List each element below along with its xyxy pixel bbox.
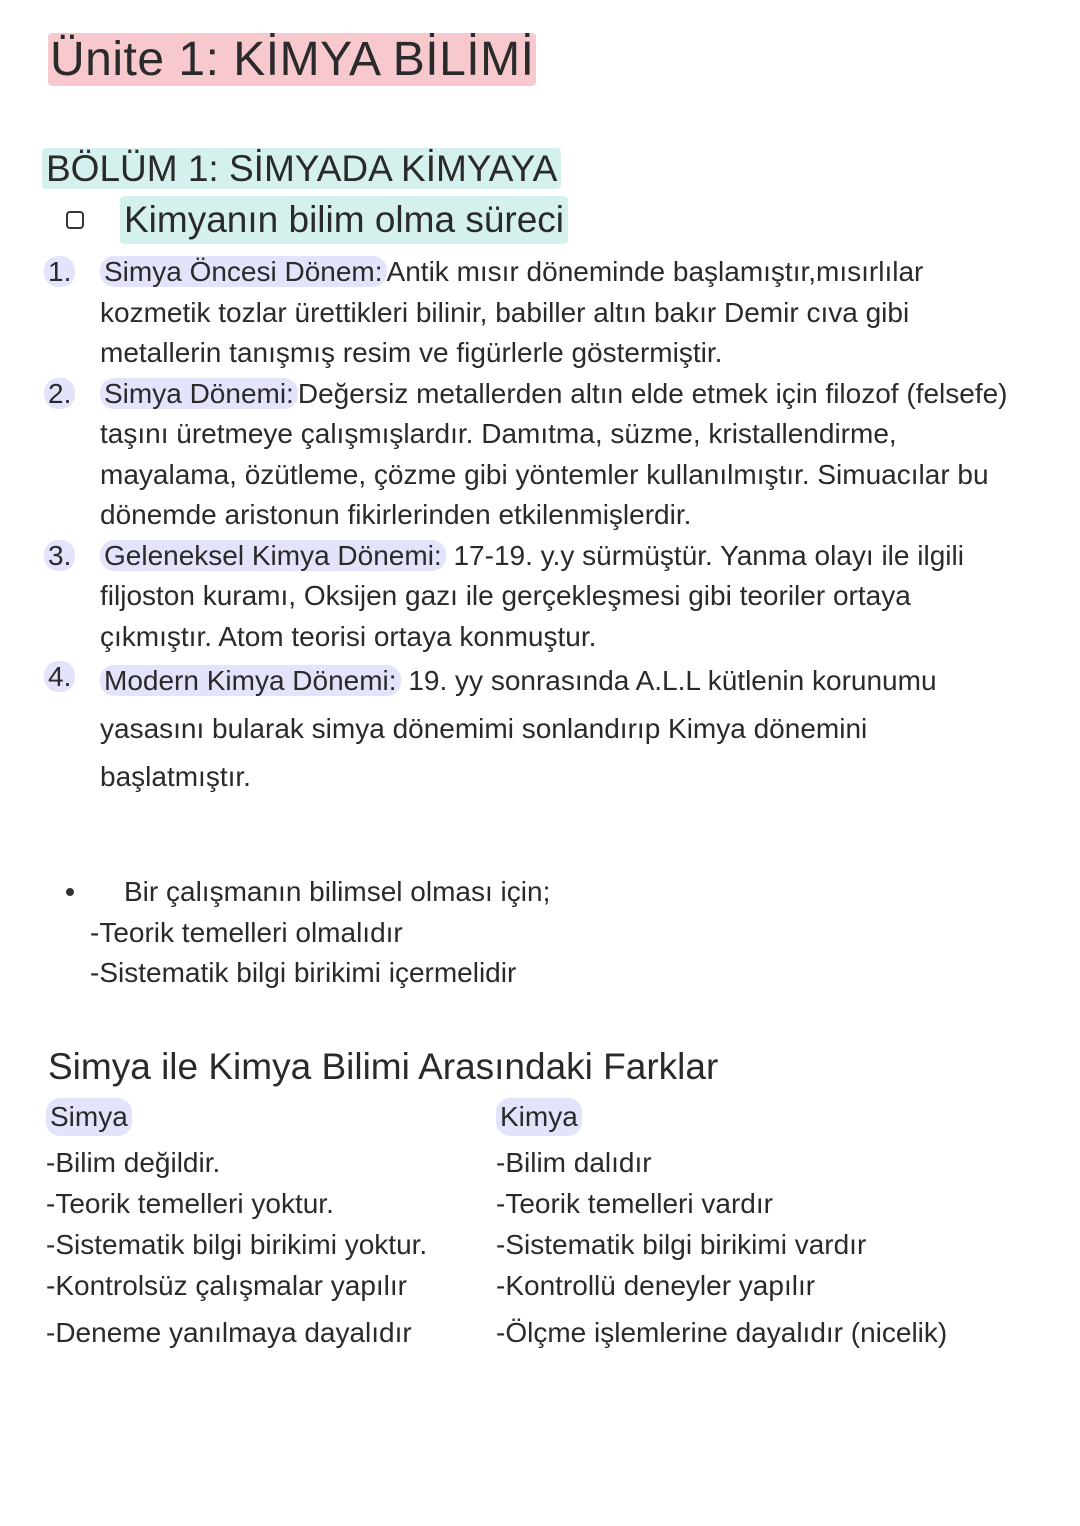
period-text: Değersiz metallerden altın elde etmek için filozof (felsefe) taşını üretmeye çalışmışlardır. Damıtma, süzme, kristallendirme, mayalama, özütleme, çözme gibi yöntemler kullanılmıştır. Simuacılar bu dönemde aristonun fikirlerinden etkilenmişlerdir. bbox=[100, 377, 1008, 530]
list-item bbox=[44, 536, 1024, 658]
list-item bbox=[44, 252, 1024, 374]
kimya-item: -Teorik temelleri vardır bbox=[496, 1188, 773, 1219]
period-text: 19. yy sonrasında A.L.L kütlenin korunumu yasasını bularak simya dönemimi sonlandırıp Kimya dönemini başlatmıştır. bbox=[100, 665, 937, 792]
periods-list bbox=[44, 252, 1024, 801]
period-name: Simya Dönemi: bbox=[100, 378, 298, 409]
simya-item: -Sistematik bilgi birikimi yoktur. bbox=[46, 1229, 428, 1260]
period-text: 17-19. y.y sürmüştür. Yanma olayı ile ilgili filjoston kuramı, Oksijen gazı ile gerçekleşmesi gibi teoriler ortaya çıkmıştır. Atom teorisi ortaya konmuştur. bbox=[100, 539, 964, 652]
kimya-item: -Bilim dalıdır bbox=[496, 1147, 652, 1178]
kimya-item: -Kontrollü deneyler yapılır bbox=[496, 1270, 816, 1301]
sub-heading bbox=[66, 196, 568, 244]
list-item bbox=[44, 657, 1024, 801]
kimya-heading: Kimya bbox=[496, 1098, 582, 1136]
simya-item: -Kontrolsüz çalışmalar yapılır bbox=[46, 1270, 408, 1301]
list-number: 3. bbox=[44, 540, 75, 571]
list-number: 2. bbox=[44, 378, 75, 409]
simya-heading: Simya bbox=[46, 1098, 132, 1136]
period-text: Antik mısır döneminde başlamıştır,mısırlılar kozmetik tozlar ürettikleri bilinir, babiller altın bakır Demir cıva gibi metallerin tanışmış resim ve figürlerle göstermiştir. bbox=[100, 256, 924, 368]
simya-item: -Deneme yanılmaya dayalıdır bbox=[46, 1317, 412, 1348]
unit-title-text: Ünite 1: KİMYA BİLİMİ bbox=[50, 33, 535, 86]
criteria-item: -Teorik temelleri olmalıdır bbox=[90, 916, 403, 948]
simya-column bbox=[46, 1096, 427, 1353]
section-title bbox=[42, 146, 561, 192]
kimya-column bbox=[496, 1096, 947, 1353]
checkbox-icon[interactable] bbox=[66, 211, 84, 229]
simya-item: -Bilim değildir. bbox=[46, 1147, 221, 1178]
simya-item: -Teorik temelleri yoktur. bbox=[46, 1188, 334, 1219]
unit-title bbox=[48, 28, 536, 92]
criteria-intro: Bir çalışmanın bilimsel olması için; bbox=[124, 876, 551, 907]
section-title-text: BÖLÜM 1: SİMYADA KİMYAYA bbox=[42, 148, 561, 189]
criteria-block bbox=[66, 872, 550, 994]
sub-heading-text: Kimyanın bilim olma süreci bbox=[120, 196, 568, 244]
kimya-item: -Ölçme işlemlerine dayalıdır (nicelik) bbox=[496, 1317, 948, 1348]
list-item bbox=[44, 374, 1024, 536]
criteria-item: -Sistematik bilgi birikimi içermelidir bbox=[90, 957, 517, 988]
period-name: Modern Kimya Dönemi: bbox=[100, 665, 401, 696]
differences-title: Simya ile Kimya Bilimi Arasındaki Farklar bbox=[48, 1046, 719, 1087]
kimya-item: -Sistematik bilgi birikimi vardır bbox=[496, 1229, 867, 1260]
period-name: Geleneksel Kimya Dönemi: bbox=[100, 540, 446, 571]
list-number: 1. bbox=[44, 256, 75, 287]
bullet-icon bbox=[66, 888, 74, 896]
period-name: Simya Öncesi Dönem: bbox=[100, 256, 387, 287]
list-number: 4. bbox=[44, 661, 75, 692]
